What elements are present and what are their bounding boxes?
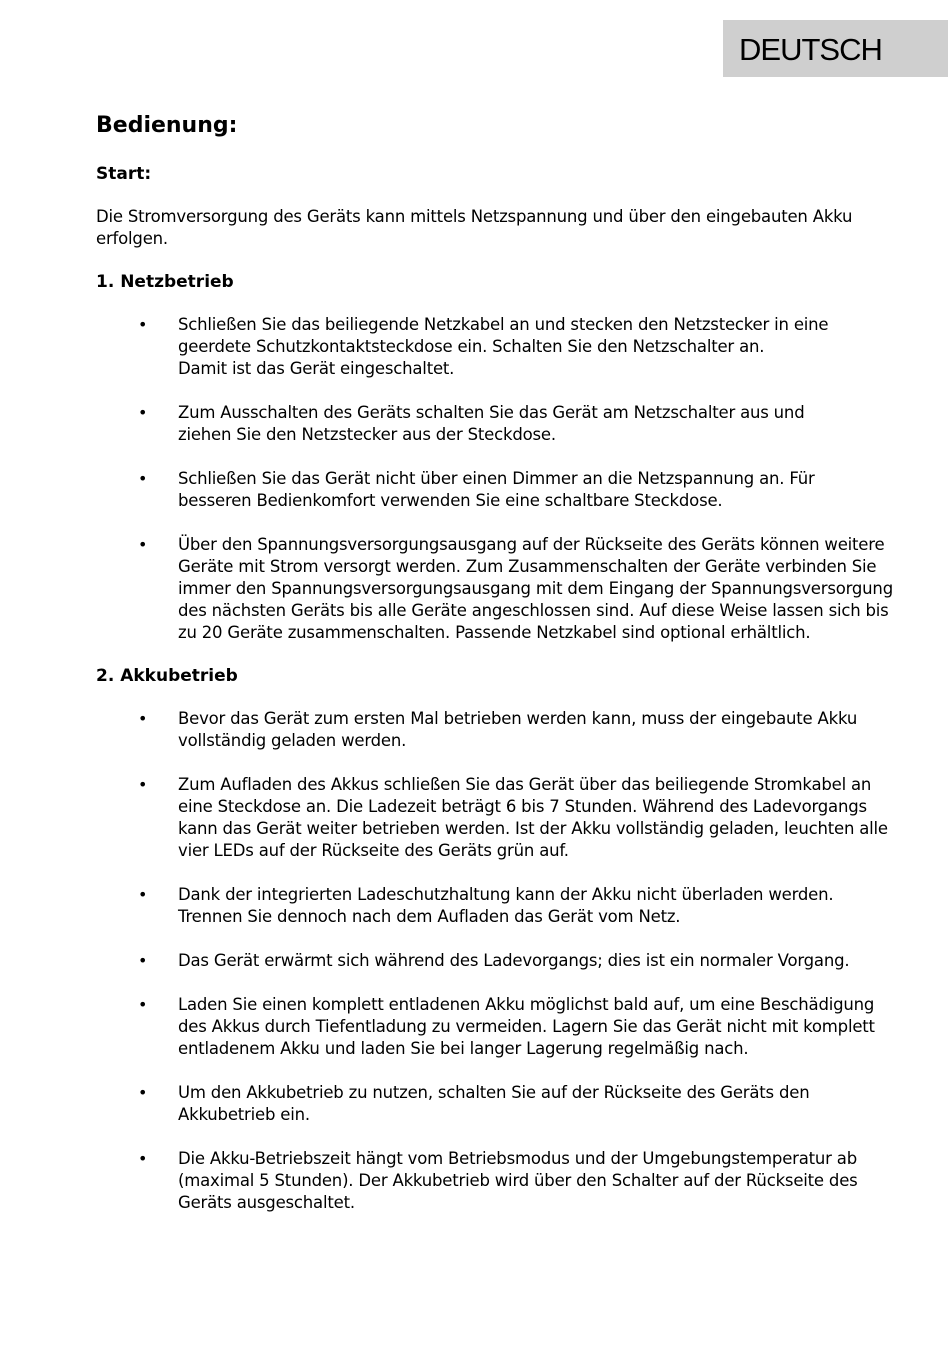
- list-item-text: Zum Aufladen des Akkus schließen Sie das Gerät über das beiliegende Stromkabel an eine Steckdose an. Die Ladezeit beträgt 6 bis 7 Stunden. Während des Ladevorgangs kann das Gerät weiter betrieben werden. Ist der Akku vollständig geladen, leuchten alle vier LEDs auf der Rückseite des Geräts grün auf.: [178, 775, 888, 860]
- document-body: [96, 111, 896, 1235]
- start-heading: Start:: [96, 164, 152, 184]
- list-item-text: Schließen Sie das Gerät nicht über einen Dimmer an die Netzspannung an. Für besseren Bedienkomfort verwenden Sie eine schaltbare Steckdose.: [178, 469, 815, 510]
- section-netzbetrieb: [96, 271, 896, 644]
- section-akkubetrieb: [96, 665, 896, 1214]
- list-item-text: Zum Ausschalten des Geräts schalten Sie das Gerät am Netzschalter aus und ziehen Sie den Netzstecker aus der Steckdose.: [178, 403, 805, 444]
- list-item-text: Laden Sie einen komplett entladenen Akku möglichst bald auf, um eine Beschädigung des Akkus durch Tiefentladung zu vermeiden. Lagern Sie das Gerät nicht mit komplett entladenem Akku und laden Sie bei langer Lagerung regelmäßig nach.: [178, 995, 875, 1058]
- bullet-icon: •: [138, 315, 148, 334]
- bullet-list: [96, 314, 896, 644]
- bullet-icon: •: [138, 1149, 148, 1168]
- bullet-icon: •: [138, 995, 148, 1014]
- list-item: [96, 950, 896, 972]
- bullet-icon: •: [138, 535, 148, 554]
- list-item-text: Das Gerät erwärmt sich während des Ladevorgangs; dies ist ein normaler Vorgang.: [178, 951, 850, 970]
- bullet-icon: •: [138, 403, 148, 422]
- list-item: [96, 884, 896, 928]
- list-item-text: Bevor das Gerät zum ersten Mal betrieben werden kann, muss der eingebaute Akku vollständig geladen werden.: [178, 709, 858, 750]
- list-item-text: Die Akku-Betriebszeit hängt vom Betriebsmodus und der Umgebungstemperatur ab (maximal 5 Stunden). Der Akkubetrieb wird über den Schalter auf der Rückseite des Geräts ausgeschaltet.: [178, 1149, 858, 1212]
- list-item: [96, 994, 896, 1060]
- list-item-text: Um den Akkubetrieb zu nutzen, schalten Sie auf der Rückseite des Geräts den Akkubetrieb ein.: [178, 1083, 810, 1124]
- bullet-icon: •: [138, 709, 148, 728]
- language-tab: DEUTSCH: [723, 20, 948, 77]
- list-item: [96, 1148, 896, 1214]
- list-item: [96, 314, 896, 380]
- list-item: [96, 534, 896, 644]
- list-item-text: Schließen Sie das beiliegende Netzkabel an und stecken den Netzstecker in eine geerdete Schutzkontaktsteckdose ein. Schalten Sie den Netzschalter an. Damit ist das Gerät eingeschaltet.: [178, 315, 829, 378]
- bullet-list: [96, 708, 896, 1214]
- bullet-icon: •: [138, 469, 148, 488]
- bullet-icon: •: [138, 1083, 148, 1102]
- list-item: [96, 468, 896, 512]
- list-item: [96, 774, 896, 862]
- list-item-text: Dank der integrierten Ladeschutzhaltung kann der Akku nicht überladen werden. Trennen Sie dennoch nach dem Aufladen das Gerät vom Netz.: [178, 885, 834, 926]
- list-item: [96, 708, 896, 752]
- list-item-text: Über den Spannungsversorgungsausgang auf der Rückseite des Geräts können weitere Geräte mit Strom versorgt werden. Zum Zusammenschalten der Geräte verbinden Sie immer den Spannungsversorgungsausgang mit dem Eingang der Spannungsversorgung des nächsten Geräts bis alle Geräte angeschlossen sind. Auf diese Weise lassen sich bis zu 20 Geräte zusammenschalten. Passende Netzkabel sind optional erhältlich.: [178, 535, 893, 642]
- bullet-icon: •: [138, 885, 148, 904]
- intro-paragraph: Die Stromversorgung des Geräts kann mittels Netzspannung und über den eingebauten Akku erfolgen.: [96, 207, 853, 248]
- bullet-icon: •: [138, 775, 148, 794]
- section-heading: 2. Akkubetrieb: [96, 666, 238, 686]
- list-item: [96, 1082, 896, 1126]
- list-item: [96, 402, 896, 446]
- page-title: Bedienung:: [96, 113, 238, 138]
- section-heading: 1. Netzbetrieb: [96, 272, 234, 292]
- bullet-icon: •: [138, 951, 148, 970]
